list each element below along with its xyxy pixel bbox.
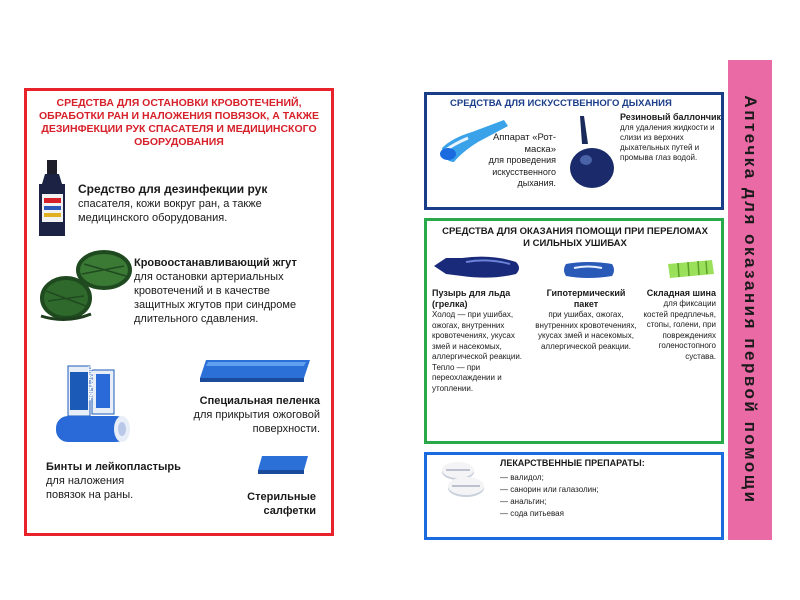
mask-block <box>470 132 556 190</box>
banner-title: Аптечка для оказания первой помощи <box>741 95 760 505</box>
medicines-list <box>500 472 710 520</box>
wipes-title: Стерильные салфетки <box>247 491 316 517</box>
tourniquet-text: для остановки артериальных кровотечений и в качестве защитных жгутов при синдроме длительного сдавления. <box>134 271 297 325</box>
bulb-text: для удаления жидкости и слизи из верхних дыхательных путей и промыва глаз водой. <box>620 123 715 162</box>
sheet-block <box>172 394 320 436</box>
pills-icon <box>436 460 488 500</box>
tourniquet-icon <box>36 246 134 326</box>
disinfect-title: Средство для дезинфекции рук <box>78 182 268 196</box>
splint-block <box>640 288 716 362</box>
mask-text: для проведения искусственного дыхания. <box>488 155 556 188</box>
sheet-icon <box>196 354 314 384</box>
tourniquet-block <box>134 256 324 326</box>
tourniquet-title: Кровоостанавливающий жгут <box>134 257 297 269</box>
bandage-title: Бинты и лейкопластырь <box>46 461 181 473</box>
sheet-title: Специальная пеленка <box>199 395 320 407</box>
breathing-heading: СРЕДСТВА ДЛЯ ИСКУССТВЕННОГО ДЫХАНИЯ <box>450 98 672 109</box>
bulb-icon <box>566 114 618 190</box>
medicine-item: — анальгин; <box>500 497 547 506</box>
mask-title: Аппарат «Рот-маска» <box>492 132 556 155</box>
disinfect-text: спасателя, кожи вокруг ран, а также медицинского оборудования. <box>78 198 262 224</box>
plaster-label: ПЛАСТЫРЬ <box>86 366 92 401</box>
bandage-text: для наложения повязок на раны. <box>46 475 134 501</box>
ice-text: Холод — при ушибах, ожогах, внутренних кровотечениях, укусах змей и насекомых, аллергической реакции. Тепло — при переохлаждении и утоплении. <box>432 310 523 393</box>
side-banner <box>728 60 772 540</box>
hypo-block <box>534 288 638 352</box>
bulb-title: Резиновый баллончик <box>620 112 722 122</box>
ice-title: Пузырь для льда (грелка) <box>432 288 511 309</box>
bleeding-heading: СРЕДСТВА ДЛЯ ОСТАНОВКИ КРОВОТЕЧЕНИЙ, ОБРАБОТКИ РАН И НАЛОЖЕНИЯ ПОВЯЗОК, А ТАКЖЕ ДЕЗИНФЕКЦИИ РУК СПАСАТЕЛЯ И МЕДИЦИНСКОГО ОБОРУДОВАНИЯ <box>39 97 319 148</box>
sheet-text: для прикрытия ожоговой поверхности. <box>193 409 320 435</box>
bandage-block <box>46 460 196 502</box>
fracture-heading: СРЕДСТВА ДЛЯ ОКАЗАНИЯ ПОМОЩИ ПРИ ПЕРЕЛОМАХ И СИЛЬНЫХ УШИБАХ <box>442 226 708 249</box>
hypo-text: при ушибах, ожогах, внутренних кровотечениях, укусах змей и насекомых, аллергической реакции. <box>535 310 637 351</box>
splint-icon <box>664 258 716 280</box>
hypo-pack-icon <box>560 260 616 280</box>
hypo-title: Гипотермический пакет <box>546 288 626 309</box>
medicine-item: — сода питьевая <box>500 509 564 518</box>
disinfect-block <box>78 182 318 225</box>
medicines-heading: ЛЕКАРСТВЕННЫЕ ПРЕПАРАТЫ: <box>500 458 645 468</box>
medicine-item: — санорин или галазолин; <box>500 485 599 494</box>
wipes-icon <box>254 452 312 478</box>
ice-bag-icon <box>432 252 522 280</box>
bottle-icon <box>34 160 70 238</box>
splint-title: Складная шина <box>646 288 716 298</box>
ice-block <box>432 288 532 394</box>
splint-text: для фиксации костей предплечья, стопы, голени, при повреждениях голеностопного сустава. <box>643 299 716 361</box>
bulb-block <box>620 112 722 163</box>
medicine-item: — валидол; <box>500 473 544 482</box>
bandage-roll-icon <box>52 364 132 450</box>
